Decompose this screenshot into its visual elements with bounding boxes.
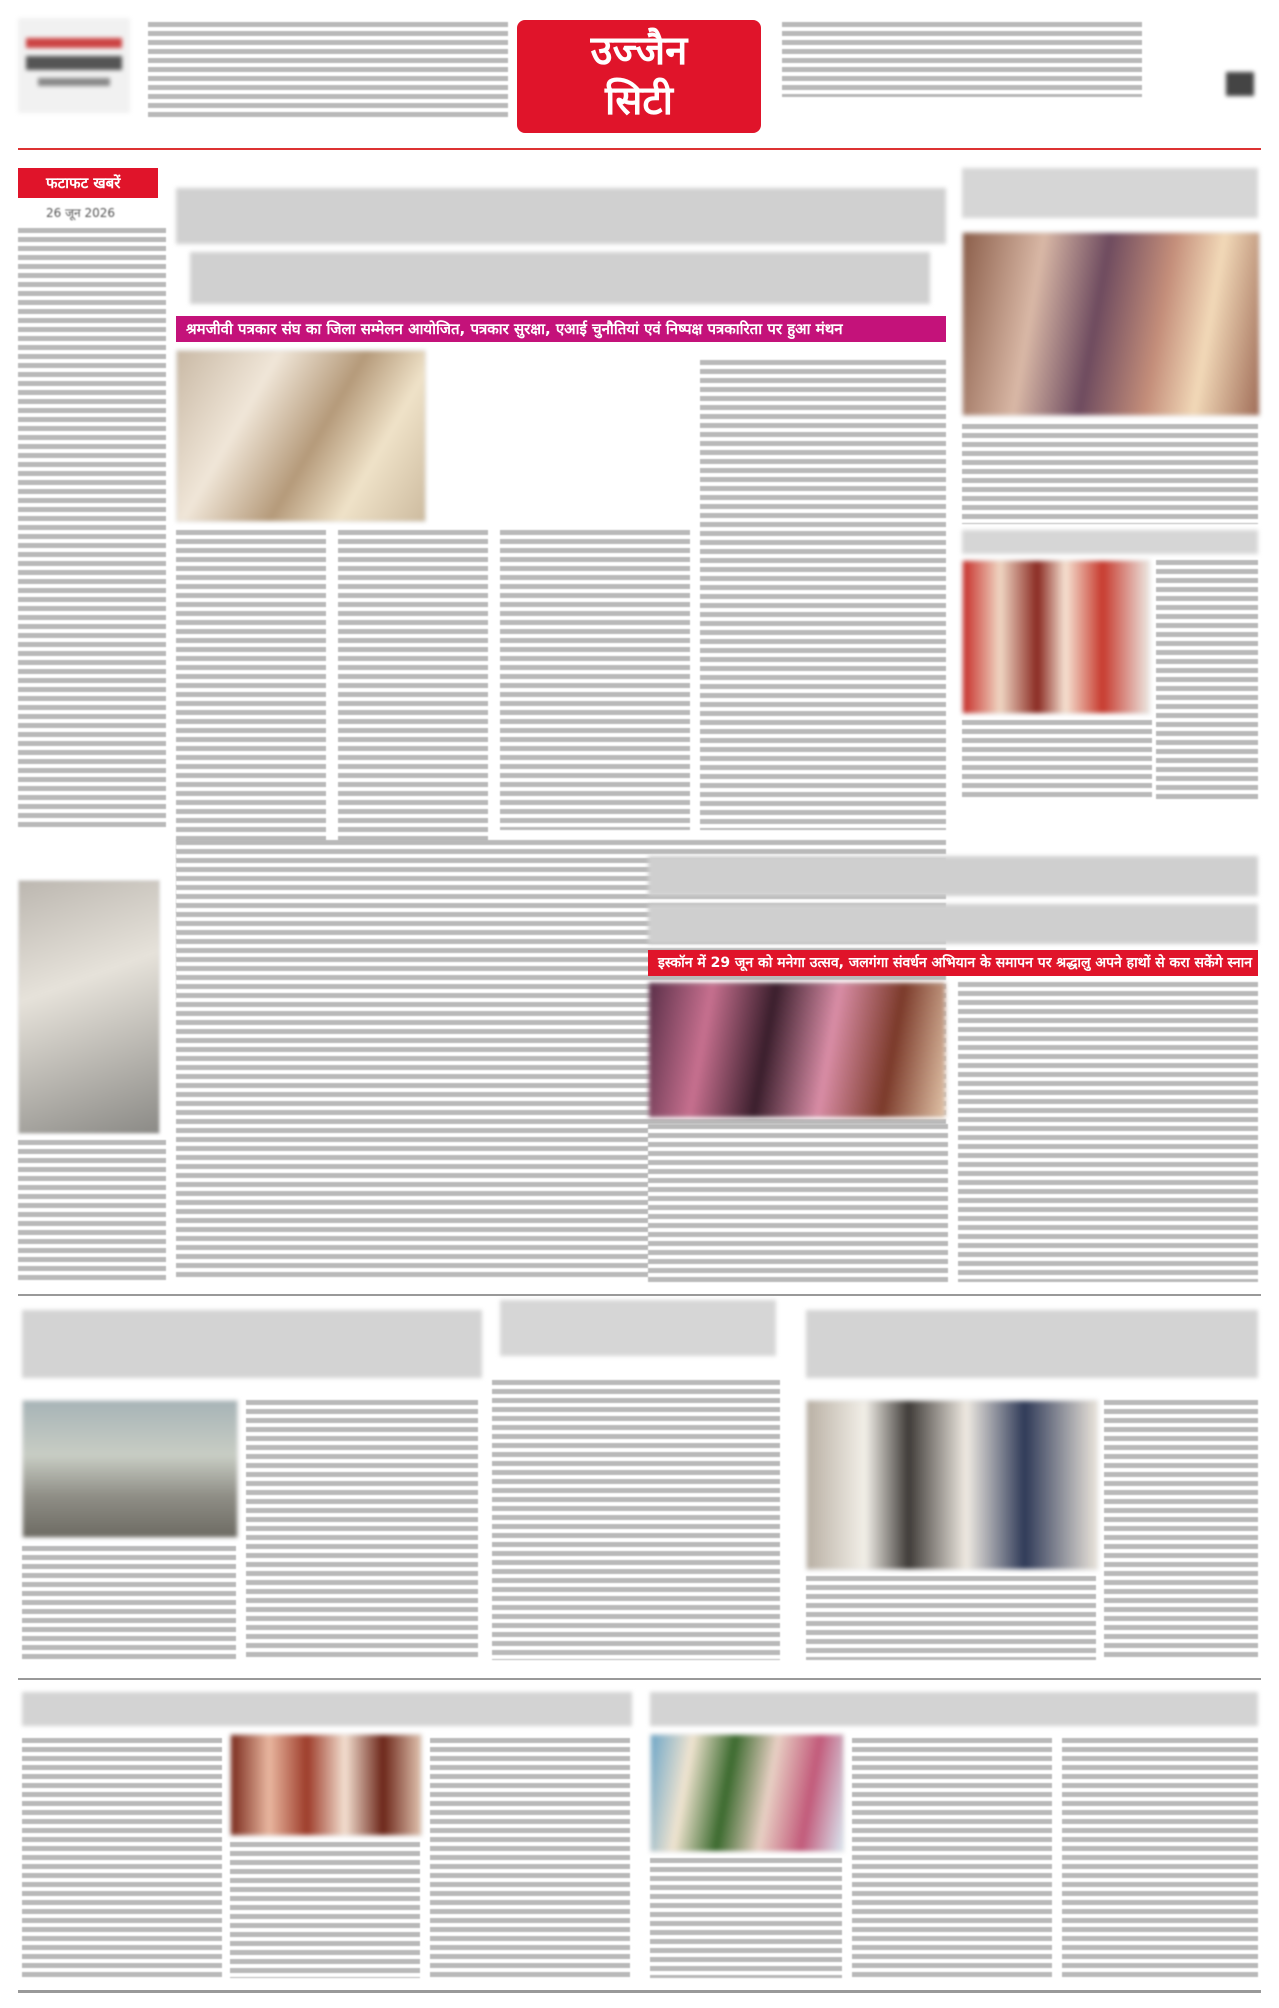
iskcon-headline-line2: [648, 904, 1258, 944]
iskcon-subheading: इस्कॉन में 29 जून को मनेगा उत्सव, जलगंगा संवर्धन अभियान के समापन पर श्रद्धालु अपने हाथों से करा सकेंगे स्नान: [648, 950, 1258, 976]
section-divider-1: [18, 1294, 1261, 1296]
section-title-box: [517, 20, 761, 133]
lead-headline-line1: [176, 188, 946, 244]
section-title-line2: सिटी: [605, 78, 673, 124]
left-rail-briefs: [18, 228, 166, 828]
section-title-line1: उज्जैन: [590, 28, 688, 74]
lead-photo: [176, 350, 426, 522]
left-rail-briefs-lower: [18, 1140, 166, 1280]
fast-news-tag: [18, 168, 158, 198]
masthead-briefs-left: [148, 22, 508, 117]
date-text: 26 जून 2026: [46, 206, 116, 220]
temple-photo: [962, 232, 1260, 416]
middle-brief-text: [492, 1380, 780, 1660]
iskcon-headline-line1: [648, 856, 1258, 896]
railway-photo: [22, 1400, 238, 1538]
bottom-left-text-b: [230, 1842, 420, 1978]
fast-news-label: फटाफट खबरें: [46, 174, 121, 192]
railway-text-a: [246, 1400, 478, 1660]
lead-story-text-d: [700, 360, 946, 830]
award-photo: [806, 1400, 1098, 1570]
middle-brief-headline: [500, 1300, 776, 1356]
right-top-text: [962, 424, 1258, 524]
bottom-right-text-b: [852, 1738, 1052, 1978]
group-felicitation-photo: [962, 560, 1150, 714]
bottom-right-text-c: [1062, 1738, 1258, 1978]
lead-headline-line2: [190, 252, 930, 304]
iskcon-text-right: [958, 982, 1258, 1282]
bottom-right-headline: [650, 1692, 1258, 1726]
masthead: [0, 0, 1279, 130]
bottom-right-text-a: [650, 1858, 842, 1978]
bottom-left-headline: [22, 1692, 632, 1726]
bottom-left-text-c: [430, 1738, 630, 1978]
bottom-left-group-photo: [230, 1734, 422, 1836]
bottom-left-text-a: [22, 1738, 222, 1978]
iskcon-text-left: [648, 1124, 948, 1282]
iskcon-deity-photo: [648, 982, 946, 1118]
newspaper-logo: [18, 18, 130, 113]
page-number: [1226, 72, 1254, 96]
bottom-right-event-photo: [650, 1734, 844, 1852]
left-rail-photo: [18, 880, 160, 1134]
railway-headline: [22, 1310, 482, 1378]
award-text-side: [1104, 1400, 1258, 1660]
right-top-headline: [962, 168, 1258, 218]
masthead-rule: [18, 148, 1261, 150]
lead-story-text-c: [500, 530, 690, 830]
page-bottom-rule: [18, 1990, 1261, 1993]
right-mid-headline: [962, 530, 1258, 554]
date-line: [46, 204, 115, 221]
railway-text-b: [22, 1546, 236, 1660]
right-mid-text-side: [1156, 560, 1258, 800]
masthead-briefs-right: [782, 22, 1142, 97]
section-divider-2: [18, 1678, 1261, 1680]
lead-subheading: श्रमजीवी पत्रकार संघ का जिला सम्मेलन आयोजित, पत्रकार सुरक्षा, एआई चुनौतियां एवं निष्पक्ष पत्रकारिता पर हुआ मंथन: [176, 316, 946, 342]
award-headline: [806, 1310, 1258, 1378]
right-mid-text: [962, 720, 1152, 800]
award-text: [806, 1576, 1096, 1660]
